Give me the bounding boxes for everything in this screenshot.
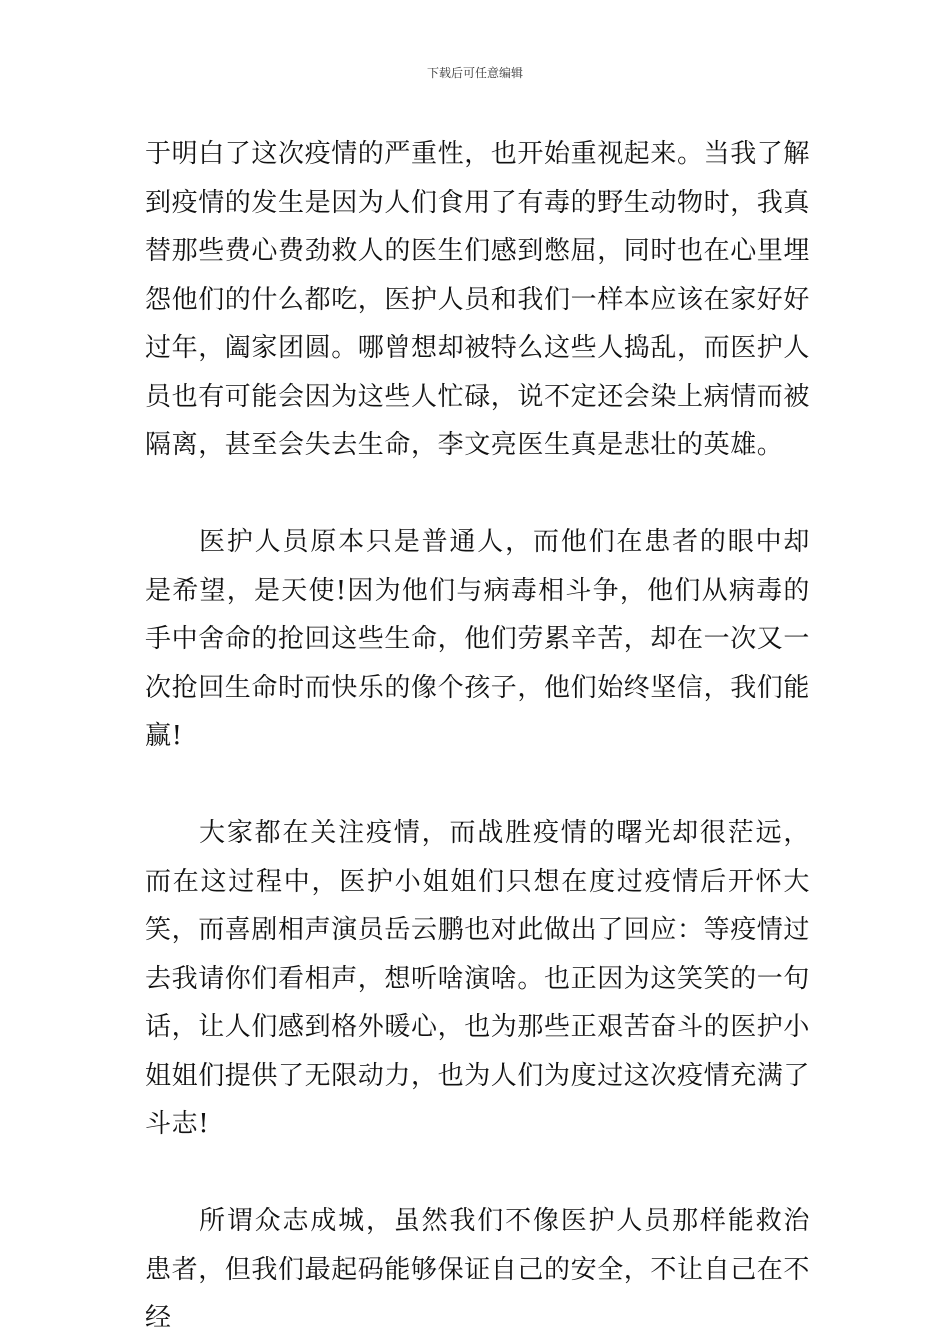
paragraph-4: 所谓众志成城，虽然我们不像医护人员那样能救治患者，但我们最起码能够保证自己的安全，不让自己在不经 — [145, 1206, 811, 1333]
paragraph-gap — [145, 761, 810, 810]
paragraph-3: 大家都在关注疫情，而战胜疫情的曙光却很茫远，而在这过程中，医护小姐姐们只想在度过疫情后开怀大笑，而喜剧相声演员岳云鹏也对此做出了回应：等疫情过去我请你们看相声，想听啥演啥。也正因为这笑笑的一句话，让人们感到格外暖心，也为那些正艰苦奋斗的医护小姐姐们提供了无限动力，也为人们为度过这次疫情充满了斗志! — [145, 818, 811, 1139]
document-body — [145, 130, 810, 1343]
page-header: 下载后可任意编辑 — [426, 66, 523, 80]
paragraph-1: 于明白了这次疫情的严重性，也开始重视起来。当我了解到疫情的发生是因为人们食用了有毒的野生动物时，我真替那些费心费劲救人的医生们感到憋屈，同时也在心里埋怨他们的什么都吃，医护人员和我们一样本应该在家好好过年，阖家团圆。哪曾想却被特么这些人捣乱，而医护人员也有可能会因为这些人忙碌，说不定还会染上病情而被隔离，甚至会失去生命，李文亮医生真是悲壮的英雄。 — [145, 139, 811, 460]
paragraph-gap — [145, 1149, 810, 1198]
paragraph-2: 医护人员原本只是普通人，而他们在患者的眼中却是希望，是天使!因为他们与病毒相斗争，他们从病毒的手中舍命的抢回这些生命，他们劳累辛苦，却在一次又一次抢回生命时而快乐的像个孩子，他们始终坚信，我们能赢! — [145, 527, 811, 751]
paragraph-gap — [145, 470, 810, 519]
